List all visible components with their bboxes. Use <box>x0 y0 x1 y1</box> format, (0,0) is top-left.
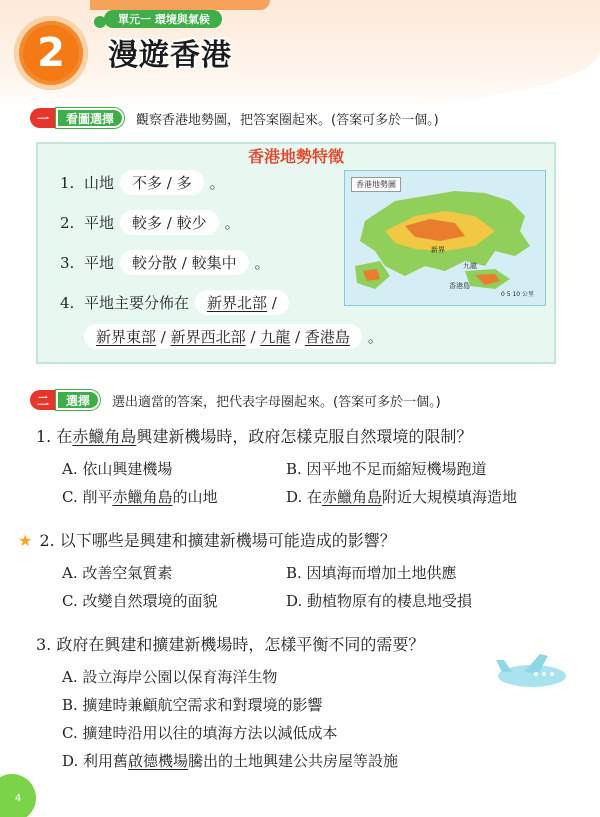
header-background <box>0 0 600 110</box>
answer-choice-a[interactable]: 新界北部 / <box>195 290 289 315</box>
s2-question-2: ★ 2. 以下哪些是興建和擴建新機場可能造成的影響？ <box>18 531 396 550</box>
s1-question-4-line2: 新界東部 / 新界西北部 / 九龍 / 香港島 。 <box>78 324 383 349</box>
unit-tag: 單元一 環境與氣候 <box>104 10 222 28</box>
section2-number: 二 <box>30 390 56 410</box>
s2-q1-option-d[interactable]: D. 在赤鱲角島附近大規模填海造地 <box>286 488 518 506</box>
s2-q1-option-b[interactable]: B. 因平地不足而縮短機場跑道 <box>286 460 487 478</box>
section1-instruction: 觀察香港地勢圖，把答案圈起來。(答案可多於一個。) <box>136 112 439 128</box>
s2-q2-option-b[interactable]: B. 因填海而增加土地供應 <box>286 564 457 582</box>
map-place-hk-island: 香港島 <box>449 282 470 290</box>
lesson-title: 漫遊香港 <box>108 38 232 73</box>
s2-q2-option-d[interactable]: D. 動植物原有的棲息地受損 <box>286 592 473 610</box>
terrain-panel <box>36 142 556 364</box>
map-place-kowloon: 九龍 <box>463 262 477 270</box>
map-scale: 0 5 10 公里 <box>501 291 534 298</box>
panel-title: 香港地勢特徵 <box>248 147 345 166</box>
s2-q2-option-a[interactable]: A. 改善空氣質素 <box>62 564 173 582</box>
section2-header <box>30 390 441 410</box>
answer-choices-line2[interactable]: 新界東部 / 新界西北部 / 九龍 / 香港島 <box>84 324 362 349</box>
s1-question-2: 2. 平地 較多 / 較少 。 <box>60 210 240 235</box>
s2-q1-option-c[interactable]: C. 削平赤鱲角島的山地 <box>62 488 218 506</box>
s2-q3-option-a[interactable]: A. 設立海岸公園以保育海洋生物 <box>62 668 278 686</box>
lesson-number: 2 <box>23 25 79 81</box>
s2-q3-option-d[interactable]: D. 利用舊啟德機場騰出的土地興建公共房屋等設施 <box>62 752 399 770</box>
s1-question-4: 4. 平地主要分佈在 新界北部 / <box>60 290 295 315</box>
answer-choices[interactable]: 較分散 / 較集中 <box>120 250 249 275</box>
page-number: 4 <box>0 774 36 817</box>
airplane-icon <box>494 650 570 698</box>
section1-header <box>30 108 439 128</box>
section2-instruction: 選出適當的答案，把代表字母圈起來。(答案可多於一個。) <box>112 394 441 410</box>
star-icon: ★ <box>18 531 33 550</box>
s2-q3-option-c[interactable]: C. 擴建時沿用以往的填海方法以減低成本 <box>62 724 338 742</box>
s2-question-1: 1. 在赤鱲角島興建新機場時，政府怎樣克服自然環境的限制？ <box>36 427 473 446</box>
section1-number: 一 <box>30 108 56 128</box>
s2-q3-option-b[interactable]: B. 擴建時兼顧航空需求和對環境的影響 <box>62 696 323 714</box>
section2-label: 選擇 <box>56 390 100 410</box>
s2-q1-option-a[interactable]: A. 依山興建機場 <box>62 460 173 478</box>
answer-choices[interactable]: 不多 / 多 <box>120 170 204 195</box>
lesson-number-badge <box>14 16 88 90</box>
header-stripe <box>90 0 270 10</box>
s1-question-3: 3. 平地 較分散 / 較集中 。 <box>60 250 270 275</box>
section1-label: 看圖選擇 <box>56 108 124 128</box>
answer-choices[interactable]: 較多 / 較少 <box>120 210 219 235</box>
s2-question-3: 3. 政府在興建和擴建新機場時，怎樣平衡不同的需要？ <box>36 635 425 654</box>
map-place-nt: 新界 <box>431 246 445 254</box>
s1-question-1: 1. 山地 不多 / 多 。 <box>60 170 225 195</box>
s2-q2-option-c[interactable]: C. 改變自然環境的面貌 <box>62 592 218 610</box>
map-label: 香港地勢圖 <box>351 177 401 192</box>
hk-terrain-map <box>344 170 546 306</box>
